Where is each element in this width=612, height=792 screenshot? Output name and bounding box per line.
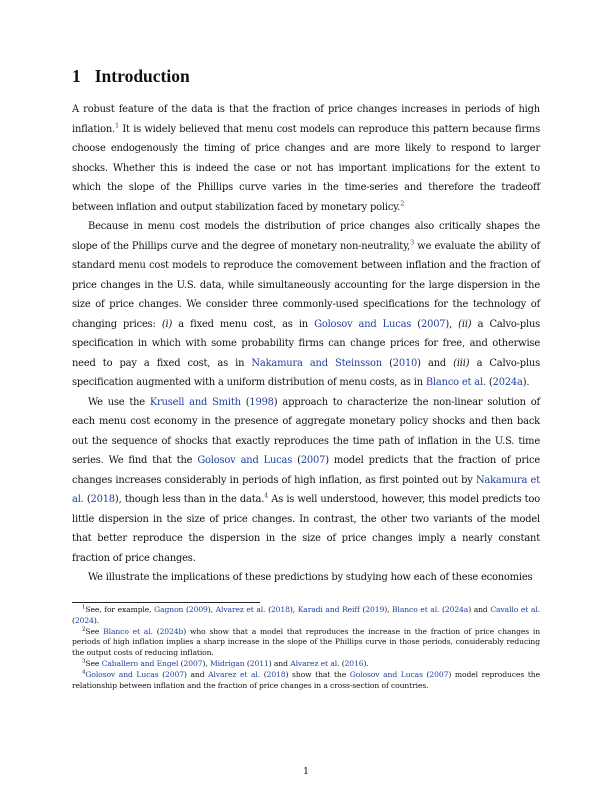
citation-link[interactable]: 2007 [420, 318, 446, 330]
citation-link[interactable]: 2007 [300, 455, 326, 466]
citation-link[interactable]: 2007 [183, 658, 203, 668]
citation-link[interactable]: 2018 [90, 494, 115, 505]
citation-link[interactable]: Cavallo et al. [490, 605, 540, 614]
text-run: We illustrate the implications of these predictions by studying how each of these economies [88, 572, 533, 583]
footnote-marker: 2 [82, 626, 86, 633]
text-run: ( [152, 626, 160, 636]
citation-link[interactable]: 2024b [159, 626, 184, 636]
text-run: ( [183, 605, 189, 614]
citation-link[interactable]: Golosov and Lucas [314, 318, 412, 330]
text-run: ), [202, 658, 210, 668]
text-run: ( [158, 669, 166, 679]
footnote-marker: 1 [82, 604, 86, 611]
text-run: ( [339, 658, 345, 668]
text-run: ) and [183, 669, 209, 679]
citation-link[interactable]: 2019 [365, 605, 385, 614]
footnote-rule [72, 602, 260, 603]
text-run: ) who show that a model that reproduces the increase in the fraction of price changes in periods of high inflation implies a sharp increase in the slope of the Phillips curve in those periods, considerably reducing the output costs of reducing inflation. [72, 626, 540, 658]
text-run: ) show that the [285, 669, 350, 679]
text-run: ). [522, 377, 530, 388]
text-run: ). [93, 615, 99, 625]
text-run: ( [240, 396, 250, 408]
text-run: It is widely believed that menu cost models can reproduce this pattern because firms choose endogenously the timing of price changes and are more likely to respond to larger shocks. Whether this is indeed the case or not has important implications for the extent to which the slope of the Phillips curve varies in the time-series and therefore the tradeoff between inflation and output stabilization faced by monetary policy. [72, 123, 540, 213]
citation-link[interactable]: Golosov and Lucas [85, 669, 159, 679]
citation-link[interactable]: Golosov and Lucas [197, 455, 293, 466]
text-run: ). [363, 658, 369, 668]
text-run: ( [265, 605, 271, 614]
citation-link[interactable]: 2024 [74, 615, 94, 625]
citation-link[interactable]: Nakamura et al. [72, 474, 541, 505]
citation-link[interactable]: 2007 [429, 669, 449, 679]
body-text [72, 100, 540, 588]
text-run: ) approach to characterize the non-linear solution of each menu cost economy in the presence of aggregate monetary policy shocks and then back out the sequence of shocks that exactly reproduces the time path of inflation in the U.S. time series. We find that the [72, 396, 540, 466]
footnote-marker[interactable]: 3 [410, 238, 415, 247]
text-run: ( [411, 318, 421, 330]
citation-link[interactable]: 2024a [492, 377, 523, 388]
enumeration-label: (i) [161, 318, 173, 330]
text-run: ) and [268, 658, 291, 668]
text-run: a Calvo-plus specification augmented with a uniform distribution of menu costs, as in [72, 357, 540, 388]
citation-link[interactable]: Alvarez et al. [208, 669, 261, 679]
text-run: ) and [468, 605, 491, 614]
citation-link[interactable]: 2007 [165, 669, 184, 679]
footnote [72, 627, 540, 659]
text-run: ), [207, 605, 216, 614]
text-run: ( [422, 669, 430, 679]
text-run: ( [292, 455, 301, 466]
footnote-marker: 4 [82, 669, 86, 676]
text-run: See, for example, [85, 605, 155, 614]
text-run: ), [445, 318, 459, 330]
footnote-marker: 3 [82, 658, 86, 665]
paragraph [72, 568, 540, 588]
section-heading [72, 66, 190, 87]
text-run: ( [260, 669, 267, 679]
paragraph [72, 100, 540, 217]
citation-link[interactable]: 2024a [444, 605, 469, 614]
text-run: ), though less than in the data. [114, 494, 265, 505]
citation-link[interactable]: Nakamura and Steinsson [251, 357, 382, 369]
citation-link[interactable]: Blanco et al. [392, 605, 440, 614]
footnote [72, 670, 540, 692]
citation-link[interactable]: Blanco et al. [103, 626, 153, 636]
text-run: ( [83, 494, 91, 505]
footnote-marker[interactable]: 2 [400, 199, 405, 208]
citation-link[interactable]: Alvarez et al. [215, 605, 266, 614]
footnotes [72, 605, 540, 691]
citation-link[interactable]: 2009 [188, 605, 208, 614]
text-run: ( [485, 377, 493, 388]
citation-link[interactable]: 1998 [249, 396, 274, 408]
text-run: ( [381, 357, 393, 369]
citation-link[interactable]: Blanco et al. [425, 377, 486, 388]
page-number: 1 [302, 766, 310, 777]
text-run: a Calvo-plus specification in which with some probability firms can change prices for free, and otherwise need to pay a fixed cost, as in [72, 318, 541, 369]
text-run: A robust feature of the data is that the fraction of price changes increases in periods of high inflation. [72, 104, 540, 135]
text-run: See [85, 658, 102, 668]
citation-link[interactable]: 2018 [266, 669, 286, 679]
text-run: we evaluate the ability of standard menu cost models to reproduce the comovement between inflation and the fraction of price changes in the U.S. data, while simultaneously accounting for the large dispersion in the size of price changes. We consider three commonly-used specifications for the technology of changing prices: [72, 240, 540, 330]
citation-link[interactable]: 2011 [249, 658, 269, 668]
enumeration-label: (ii) [458, 318, 472, 330]
text-run: ( [244, 658, 250, 668]
text-run: ), [384, 605, 393, 614]
citation-link[interactable]: Midrigan [209, 658, 245, 668]
text-run: Because in menu cost models the distribution of price changes also critically shapes the slope of the Phillips curve and the degree of monetary non-neutrality, [72, 221, 540, 252]
paragraph [72, 393, 540, 569]
citation-link[interactable]: Karadi and Reiff [297, 605, 360, 614]
footnote [72, 659, 540, 670]
text-run: ( [439, 605, 445, 614]
text-run: ), [289, 605, 298, 614]
paragraph [72, 217, 540, 393]
citation-link[interactable]: 2016 [344, 658, 364, 668]
text-run: ( [359, 605, 366, 614]
text-run: ) and [417, 357, 454, 369]
text-run: See [85, 626, 104, 636]
footnote-marker[interactable]: 4 [264, 491, 269, 500]
text-run: a fixed menu cost, as in [172, 318, 315, 330]
text-run: ( [178, 658, 184, 668]
text-run: As is well understood, however, this model predicts too little dispersion in the size of price changes. In contrast, the other two variants of the model that better reproduce the dispersion in the size of price changes imply a nearly constant fraction of price changes. [72, 494, 540, 564]
citation-link[interactable]: Krusell and Smith [149, 396, 241, 408]
section-number: 1 [72, 66, 81, 86]
enumeration-label: (iii) [453, 357, 470, 369]
citation-link[interactable]: 2010 [392, 357, 418, 369]
citation-link[interactable]: Golosov and Lucas [349, 669, 423, 679]
citation-link[interactable]: Alvarez et al. [290, 658, 340, 668]
text-run: ) model predicts that the fraction of price changes increases considerably in periods of high inflation, as first pointed out by [72, 455, 540, 486]
citation-link[interactable]: Caballero and Engel [101, 658, 179, 668]
section-title: Introduction [94, 66, 190, 86]
footnote [72, 605, 540, 627]
text-run: We use the [88, 396, 150, 408]
citation-link[interactable]: Gagnon [154, 605, 184, 614]
footnote-marker[interactable]: 1 [115, 121, 119, 130]
citation-link[interactable]: 2018 [270, 605, 290, 614]
text-run: ) model reproduces the relationship between inflation and the fraction of price changes in a cross-section of countries. [72, 669, 540, 690]
text-run: ( [72, 615, 75, 625]
